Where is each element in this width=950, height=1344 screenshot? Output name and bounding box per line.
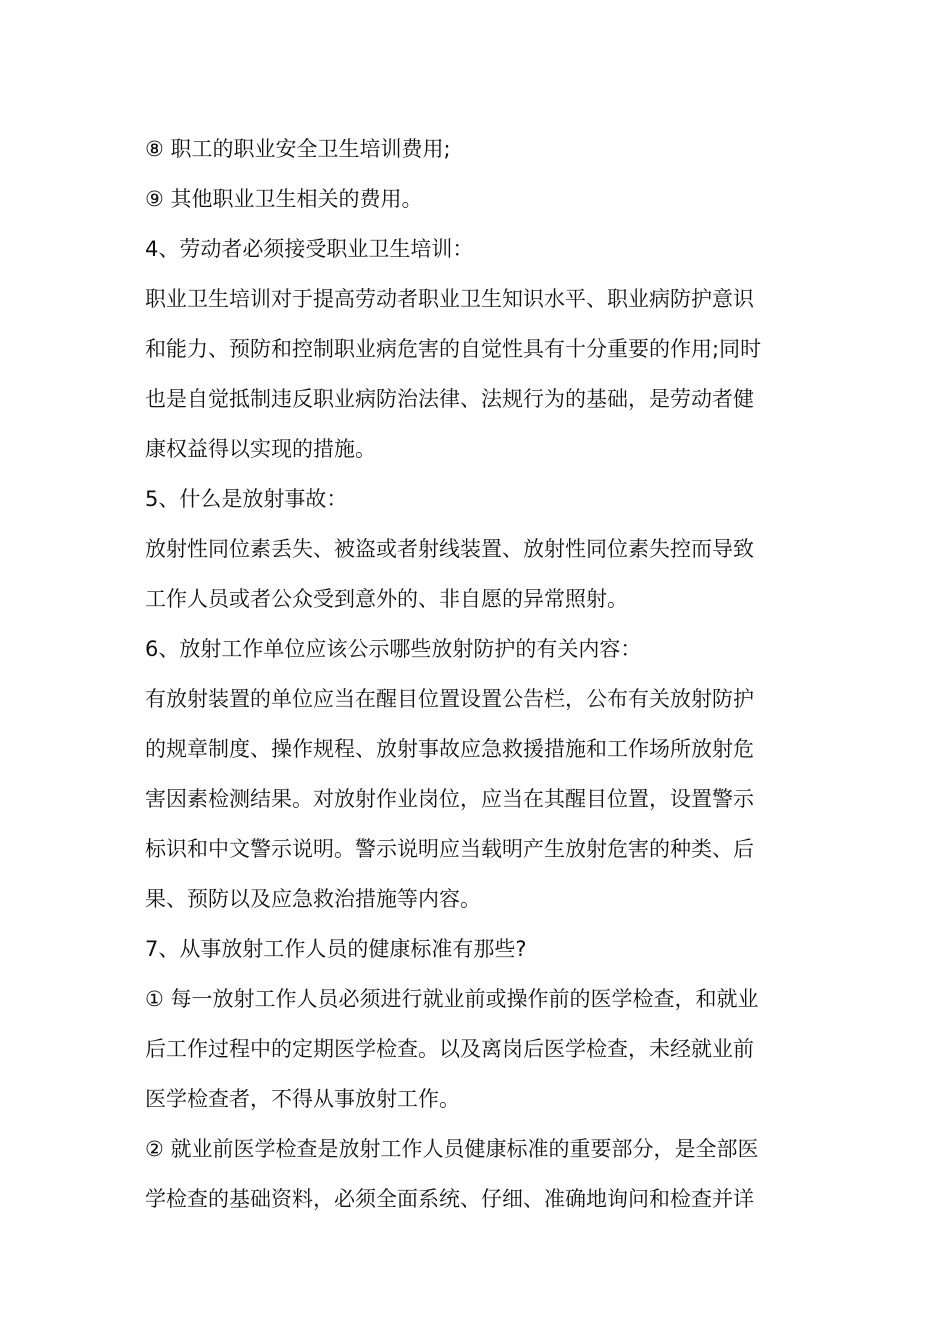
section-7-item-1-line: ① 每一放射工作人员必须进行就业前或操作前的医学检查，和就业 (145, 987, 759, 1011)
section-4-text-line: 职业卫生培训对于提高劳动者职业卫生知识水平、职业病防护意识 (145, 287, 754, 311)
section-5-text-line: 工作人员或者公众受到意外的、非自愿的异常照射。 (145, 587, 628, 611)
section-4-heading: 4、劳动者必须接受职业卫生培训： (145, 237, 474, 261)
section-4-text-line: 康权益得以实现的措施。 (145, 437, 376, 461)
section-4-text-line: 也是自觉抵制违反职业病防治法律、法规行为的基础，是劳动者健 (145, 387, 754, 411)
section-6-text-line: 害因素检测结果。对放射作业岗位，应当在其醒目位置，设置警示 (145, 787, 754, 811)
section-7-heading: 7、从事放射工作人员的健康标准有那些? (145, 937, 527, 961)
section-6-text-line: 果、预防以及应急救治措施等内容。 (145, 887, 481, 911)
section-4-text-line: 和能力、预防和控制职业病危害的自觉性具有十分重要的作用;同时 (145, 337, 762, 361)
document-body (145, 124, 810, 1224)
section-7-item-2-line: ② 就业前医学检查是放射工作人员健康标准的重要部分，是全部医 (145, 1137, 759, 1161)
section-6-text-line: 的规章制度、操作规程、放射事故应急救援措施和工作场所放射危 (145, 737, 754, 761)
item-8-line: ⑧ 职工的职业安全卫生培训费用; (145, 137, 451, 161)
section-7-item-1-line: 后工作过程中的定期医学检查。以及离岗后医学检查，未经就业前 (145, 1037, 754, 1061)
section-5-heading: 5、什么是放射事故： (145, 487, 348, 511)
section-5-text-line: 放射性同位素丢失、被盗或者射线装置、放射性同位素失控而导致 (145, 537, 754, 561)
item-9-line: ⑨ 其他职业卫生相关的费用。 (145, 187, 423, 211)
section-7-item-1-line: 医学检查者，不得从事放射工作。 (145, 1087, 460, 1111)
section-7-item-2-line: 学检查的基础资料，必须全面系统、仔细、准确地询问和检查并详 (145, 1187, 754, 1211)
section-6-text-line: 有放射装置的单位应当在醒目位置设置公告栏，公布有关放射防护 (145, 687, 754, 711)
section-6-text-line: 标识和中文警示说明。警示说明应当载明产生放射危害的种类、后 (145, 837, 754, 861)
section-6-heading: 6、放射工作单位应该公示哪些放射防护的有关内容： (145, 637, 642, 661)
